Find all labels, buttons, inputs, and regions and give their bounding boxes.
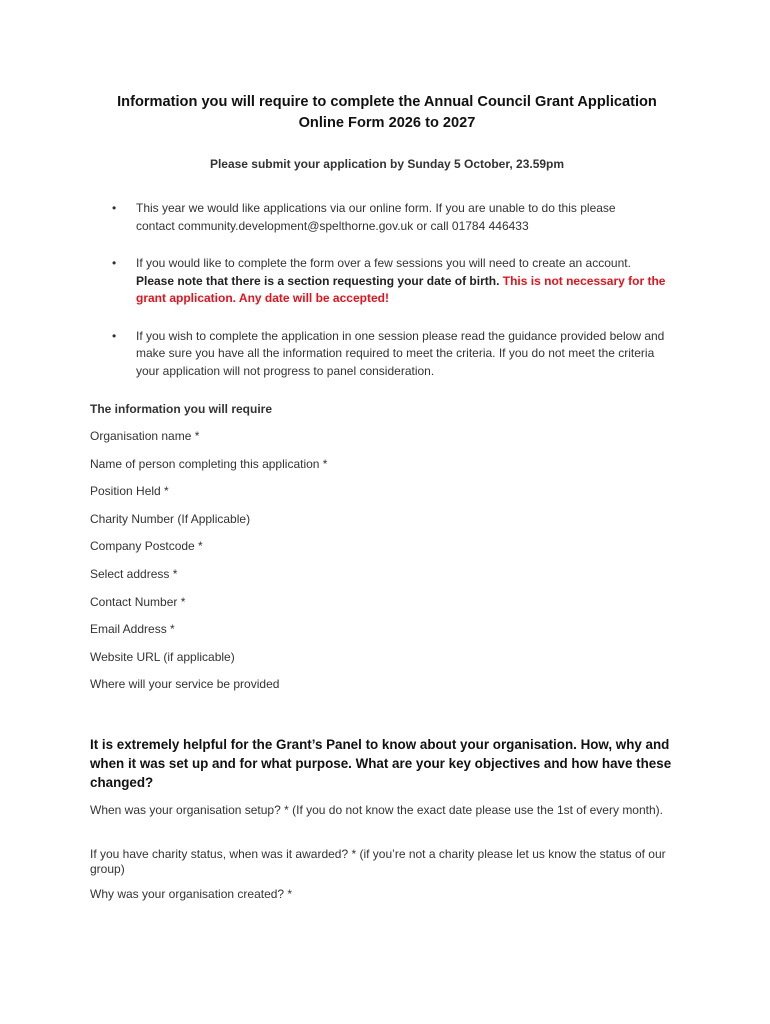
question-setup-date: When was your organisation setup? * (If you do not know the exact date please use the 1st of every month).: [90, 803, 663, 817]
page-title: [90, 92, 684, 134]
bullet-3-text: If you wish to complete the application in one session please read the guidance provided below and make sure you have all the information required to meet the criteria. If you do not meet the criteria your application will not progress to panel consideration.: [136, 328, 665, 378]
bullet-2-text: If you would like to complete the form over a few sessions you will need to create an account.: [136, 256, 631, 270]
list-item: Charity Number (If Applicable): [90, 511, 251, 526]
required-fields-list: [90, 428, 327, 704]
bullet-account-sessions: [108, 255, 668, 308]
question-charity-status: If you have charity status, when was it awarded? * (if you’re not a charity please let us know the status of our group): [90, 847, 666, 876]
bullet-list: [108, 200, 668, 380]
bullet-2-bold-note: Please note that there is a section requesting your date of birth.: [136, 273, 500, 288]
list-item: Select address *: [90, 566, 178, 581]
bullet-online-form: [108, 200, 668, 235]
list-item: Organisation name *: [90, 429, 200, 443]
deadline-notice: Please submit your application by Sunday 5 October, 23.59pm: [209, 157, 565, 171]
bullet-dot-icon: •: [112, 256, 117, 270]
list-item: Position Held *: [90, 484, 169, 499]
list-item: Email Address *: [90, 622, 175, 637]
organisation-heading: It is extremely helpful for the Grant’s Panel to know about your organisation. How, why and when it was set up and for what purpose. What are your key objectives and how have these changed?: [90, 737, 672, 790]
bullet-1-line-2: contact community.development@spelthorne.gov.uk or call 01784 446433: [136, 218, 529, 233]
bullet-1-line-1: This year we would like applications via our online form. If you are unable to do this please: [136, 201, 616, 215]
question-why-created: Why was your organisation created? *: [90, 887, 293, 901]
title-line-2: Online Form 2026 to 2027: [298, 115, 476, 131]
bullet-single-session: [108, 328, 668, 381]
list-item: Company Postcode *: [90, 539, 203, 554]
list-item: Website URL (if applicable): [90, 649, 235, 664]
bullet-2-red-note: This is not necessary for the grant application. Any date will be accepted!: [136, 273, 666, 305]
bullet-dot-icon: •: [112, 201, 117, 215]
bullet-dot-icon: •: [112, 328, 117, 343]
title-line-1: Information you will require to complete the Annual Council Grant Application: [117, 94, 657, 110]
list-item: Where will your service be provided: [90, 677, 280, 692]
info-heading: The information you will require: [90, 402, 273, 416]
list-item: Name of person completing this application *: [90, 456, 328, 471]
list-item: Contact Number *: [90, 594, 186, 609]
